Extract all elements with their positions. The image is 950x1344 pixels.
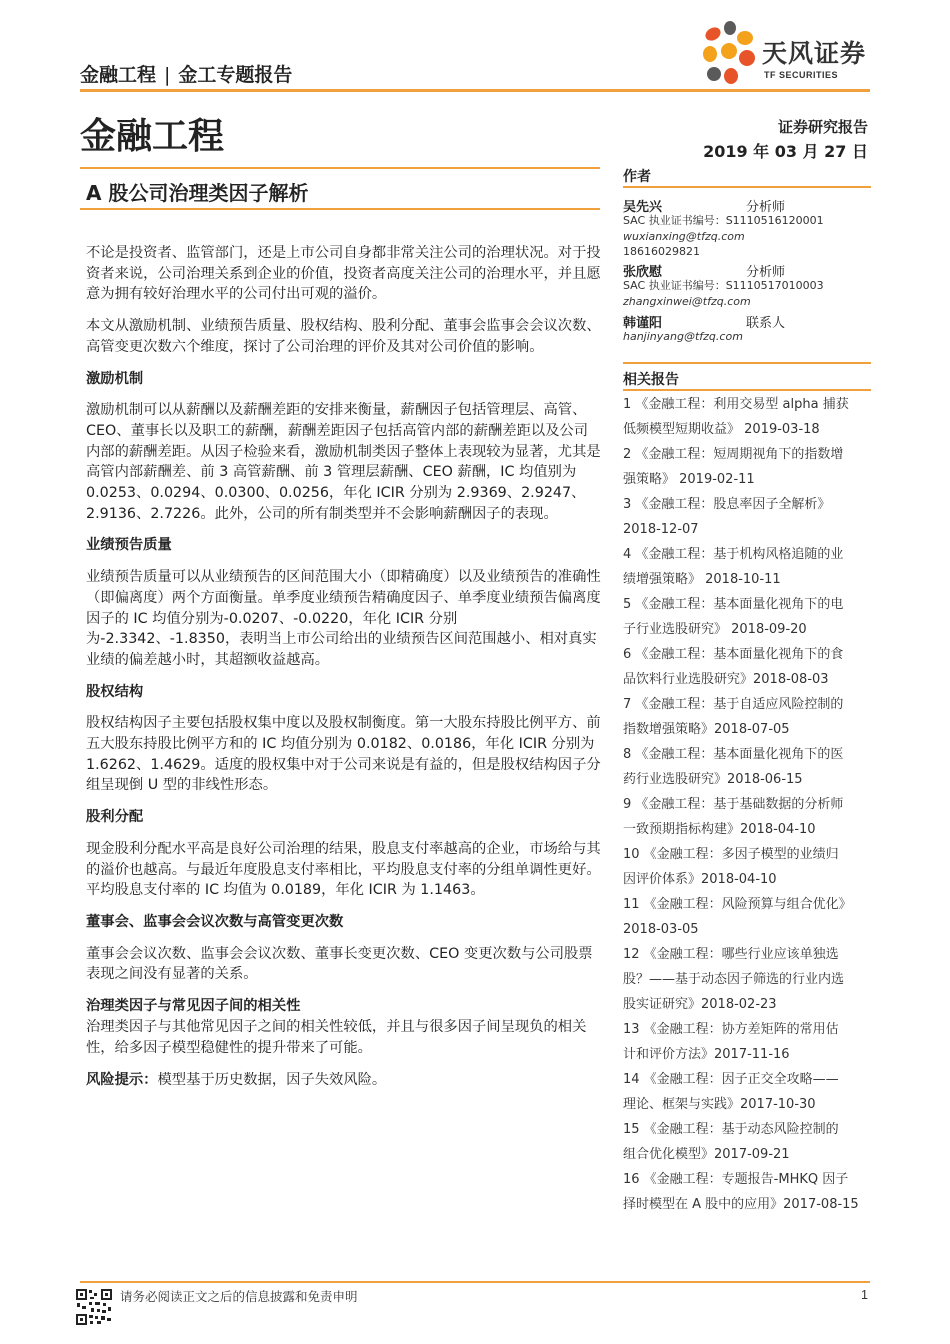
related-report-1[interactable] <box>623 392 873 442</box>
logo-name-cn: 天风证券 <box>762 39 867 68</box>
qr-code-icon <box>75 1288 113 1326</box>
section-title-incentive: 激励机制 <box>86 370 144 387</box>
section-text-incentive: 激励机制可以从薪酬以及薪酬差距的安排来衡量，薪酬因子包括管理层、高管、CEO、董事长以及职工的薪酬，薪酬差距因子包括高管内部的薪酬差距以及公司内部的薪酬差距。从因子检验来看，激励机制类因子整体上表现较为显著，尤其是高管内部薪酬差、前 3 高管薪酬、前 3 管理层薪酬、CEO 薪酬，IC 均值别为 0.0253、0.0294、0.0300、0.0256，年化 ICIR 分别为 2.9369、2.9247、2.9136、2.7226。此外，公司的所有制类型并不会影响薪酬因子的表现。 <box>86 402 601 522</box>
author-email-1: wuxianxing@tfzq.com <box>623 229 745 243</box>
author-name-1: 吴先兴 <box>623 200 663 215</box>
intro-paragraph-1: 不论是投资者、监管部门，还是上市公司自身都非常关注公司的治理状况。对于投资者来说，公司治理关系到企业的价值，投资者高度关注公司的治理水平，并且愿意为拥有较好治理水平的公司付出可观的溢价。 <box>86 245 601 303</box>
section-text-ownership: 股权结构因子主要包括股权集中度以及股权制衡度。第一大股东持股比例平方、前五大股东持股比例平方和的 IC 均值分别为 0.0182、0.0186，年化 ICIR 分别为 1.6262、1.4629。适度的股权集中对于公司来说是有益的，但是股权结构因子分组呈现倒 U 型的非线性形态。 <box>86 715 601 794</box>
related-report-12[interactable] <box>623 942 873 1017</box>
intro-paragraph-2: 本文从激励机制、业绩预告质量、股权结构、股利分配、董事会监事会会议次数、高管变更次数六个维度，探讨了公司治理的评价及其对公司价值的影响。 <box>86 318 601 355</box>
related-report-14-line1: 14 《金融工程：因子正交全攻略—— <box>623 1072 839 1087</box>
related-report-8-line1: 8 《金融工程：基本面量化视角下的医 <box>623 747 844 762</box>
risk-text: 模型基于历史数据，因子失效风险。 <box>157 1072 387 1089</box>
header-category-label: 金融工程 <box>80 64 157 86</box>
related-report-10-line2: 因评价体系》2018-04-10 <box>623 872 777 887</box>
section-title-correlation: 治理类因子与常见因子间的相关性 <box>86 998 301 1015</box>
related-report-7[interactable] <box>623 692 873 742</box>
author-name-2: 张欣慰 <box>623 265 663 280</box>
risk-label: 风险提示： <box>86 1072 158 1089</box>
author-info-3 <box>623 329 743 345</box>
author-info-2 <box>623 278 824 309</box>
related-report-8-line2: 药行业选股研究》2018-06-15 <box>623 772 803 787</box>
subtitle-divider <box>80 208 600 210</box>
author-role-3: 联系人 <box>746 316 786 331</box>
related-report-5[interactable] <box>623 592 873 642</box>
related-reports-list <box>623 392 873 1217</box>
related-report-13-line2: 计和评价方法》2017-11-16 <box>623 1047 790 1062</box>
title-divider <box>80 167 600 169</box>
related-report-16-line1: 16 《金融工程：专题报告-MHKQ 因子 <box>623 1172 849 1187</box>
header-divider <box>80 89 870 92</box>
related-report-5-line2: 子行业选股研究》 2018-09-20 <box>623 622 807 637</box>
related-report-12-line2: 股？——基于动态因子筛选的行业内选 <box>623 972 845 987</box>
related-report-3[interactable] <box>623 492 873 542</box>
author-info-1 <box>623 213 824 260</box>
related-report-14[interactable] <box>623 1067 873 1117</box>
related-report-15[interactable] <box>623 1117 873 1167</box>
related-report-4-line1: 4 《金融工程：基于机构风格追随的业 <box>623 547 844 562</box>
header-separator: | <box>164 64 171 86</box>
related-report-1-line1: 1 《金融工程：利用交易型 alpha 捕获 <box>623 397 849 412</box>
page-number: 1 <box>861 1288 868 1302</box>
related-report-2[interactable] <box>623 442 873 492</box>
related-report-2-line2: 强策略》 2019-02-11 <box>623 472 755 487</box>
report-date: 2019 年 03 月 27 日 <box>703 142 868 161</box>
related-report-9-line2: 一致预期指标构建》2018-04-10 <box>623 822 816 837</box>
related-divider <box>623 389 871 391</box>
related-report-11-line1: 11 《金融工程：风险预算与组合优化》 <box>623 897 852 912</box>
flower-logo-icon <box>700 20 760 86</box>
related-report-3-line2: 2018-12-07 <box>623 522 699 537</box>
related-report-10-line1: 10 《金融工程：多因子模型的业绩归 <box>623 847 839 862</box>
author-name-3: 韩谨阳 <box>623 316 663 331</box>
related-report-10[interactable] <box>623 842 873 892</box>
related-report-13[interactable] <box>623 1017 873 1067</box>
related-report-2-line1: 2 《金融工程：短周期视角下的指数增 <box>623 447 844 462</box>
header-category <box>80 60 292 87</box>
section-text-forecast: 业绩预告质量可以从业绩预告的区间范围大小（即精确度）以及业绩预告的准确性（即偏离度）两个方面衡量。单季度业绩预告精确度因子、单季度业绩预告偏离度因子的 IC 均值分别为-0.0207、-0.0220，年化 ICIR 分别为-2.3342、-1.8350，表明当上市公司给出的业绩预告区间范围越小、相对真实业绩的偏差越小时，其超额收益越高。 <box>86 569 601 668</box>
related-report-13-line1: 13 《金融工程：协方差矩阵的常用估 <box>623 1022 839 1037</box>
author-cert-1: SAC 执业证书编号：S1110516120001 <box>623 214 824 227</box>
related-report-15-line2: 组合优化模型》2017-09-21 <box>623 1147 790 1162</box>
main-content <box>86 243 601 1091</box>
logo-name-en: TF SECURITIES <box>764 70 839 80</box>
related-report-14-line2: 理论、框架与实践》2017-10-30 <box>623 1097 816 1112</box>
header-subcategory-label: 金工专题报告 <box>178 64 293 86</box>
authors-heading: 作者 <box>623 169 651 185</box>
related-report-16-line2: 择时模型在 A 股中的应用》2017-08-15 <box>623 1197 859 1212</box>
section-title-ownership: 股权结构 <box>86 683 144 700</box>
section-text-dividend: 现金股利分配水平高是良好公司治理的结果，股息支付率越高的企业，市场给与其的溢价也越高。与最近年度股息支付率相比，平均股息支付率的分组单调性更好。平均股息支付率的 IC 均值为 0.0189，年化 ICIR 为 1.1463。 <box>86 840 601 899</box>
related-report-1-line2: 低频模型短期收益》 2019-03-18 <box>623 422 820 437</box>
related-report-12-line1: 12 《金融工程：哪些行业应该单独选 <box>623 947 839 962</box>
author-cert-2: SAC 执业证书编号：S1110517010003 <box>623 279 824 292</box>
footer-divider <box>80 1281 870 1283</box>
related-report-16[interactable] <box>623 1167 873 1217</box>
related-report-6[interactable] <box>623 642 873 692</box>
related-report-9[interactable] <box>623 792 873 842</box>
section-text-correlation: 治理类因子与其他常见因子之间的相关性较低，并且与很多因子间呈现负的相关性，给多因子模型稳健性的提升带来了可能。 <box>86 1018 587 1056</box>
section-title-forecast: 业绩预告质量 <box>86 537 172 554</box>
author-email-2: zhangxinwei@tfzq.com <box>623 294 751 308</box>
related-report-7-line1: 7 《金融工程：基于自适应风险控制的 <box>623 697 844 712</box>
authors-divider <box>623 186 871 188</box>
related-report-6-line1: 6 《金融工程：基本面量化视角下的食 <box>623 647 844 662</box>
related-report-11-line2: 2018-03-05 <box>623 922 699 937</box>
author-role-1: 分析师 <box>746 200 786 215</box>
related-report-9-line1: 9 《金融工程：基于基础数据的分析师 <box>623 797 844 812</box>
main-title: 金融工程 <box>80 116 225 157</box>
section-title-dividend: 股利分配 <box>86 809 144 826</box>
related-report-12-line3: 股实证研究》2018-02-23 <box>623 997 777 1012</box>
report-type: 证券研究报告 <box>777 118 868 136</box>
tf-securities-logo <box>700 20 875 86</box>
related-report-4[interactable] <box>623 542 873 592</box>
related-report-7-line2: 指数增强策略》2018-07-05 <box>623 722 790 737</box>
related-report-5-line1: 5 《金融工程：基本面量化视角下的电 <box>623 597 844 612</box>
author-email-3: hanjinyang@tfzq.com <box>623 330 743 343</box>
related-report-11[interactable] <box>623 892 873 942</box>
risk-warning <box>86 1070 601 1091</box>
related-report-8[interactable] <box>623 742 873 792</box>
related-report-6-line2: 品饮料行业选股研究》2018-08-03 <box>623 672 829 687</box>
related-top-divider <box>623 362 871 364</box>
author-phone-1: 18616029821 <box>623 245 700 258</box>
section-text-board: 董事会会议次数、监事会会议次数、董事长变更次数、CEO 变更次数与公司股票表现之间没有显著的关系。 <box>86 945 593 983</box>
footer-disclaimer: 请务必阅读正文之后的信息披露和免责申明 <box>120 1289 358 1304</box>
section-title-board: 董事会、监事会会议次数与高管变更次数 <box>86 913 344 930</box>
author-role-2: 分析师 <box>746 265 786 280</box>
related-report-15-line1: 15 《金融工程：基于动态风险控制的 <box>623 1122 839 1137</box>
related-report-4-line2: 绩增强策略》 2018-10-11 <box>623 572 781 587</box>
report-subtitle: A 股公司治理类因子解析 <box>86 181 309 205</box>
related-heading: 相关报告 <box>623 372 679 388</box>
related-report-3-line1: 3 《金融工程：股息率因子全解析》 <box>623 497 831 512</box>
